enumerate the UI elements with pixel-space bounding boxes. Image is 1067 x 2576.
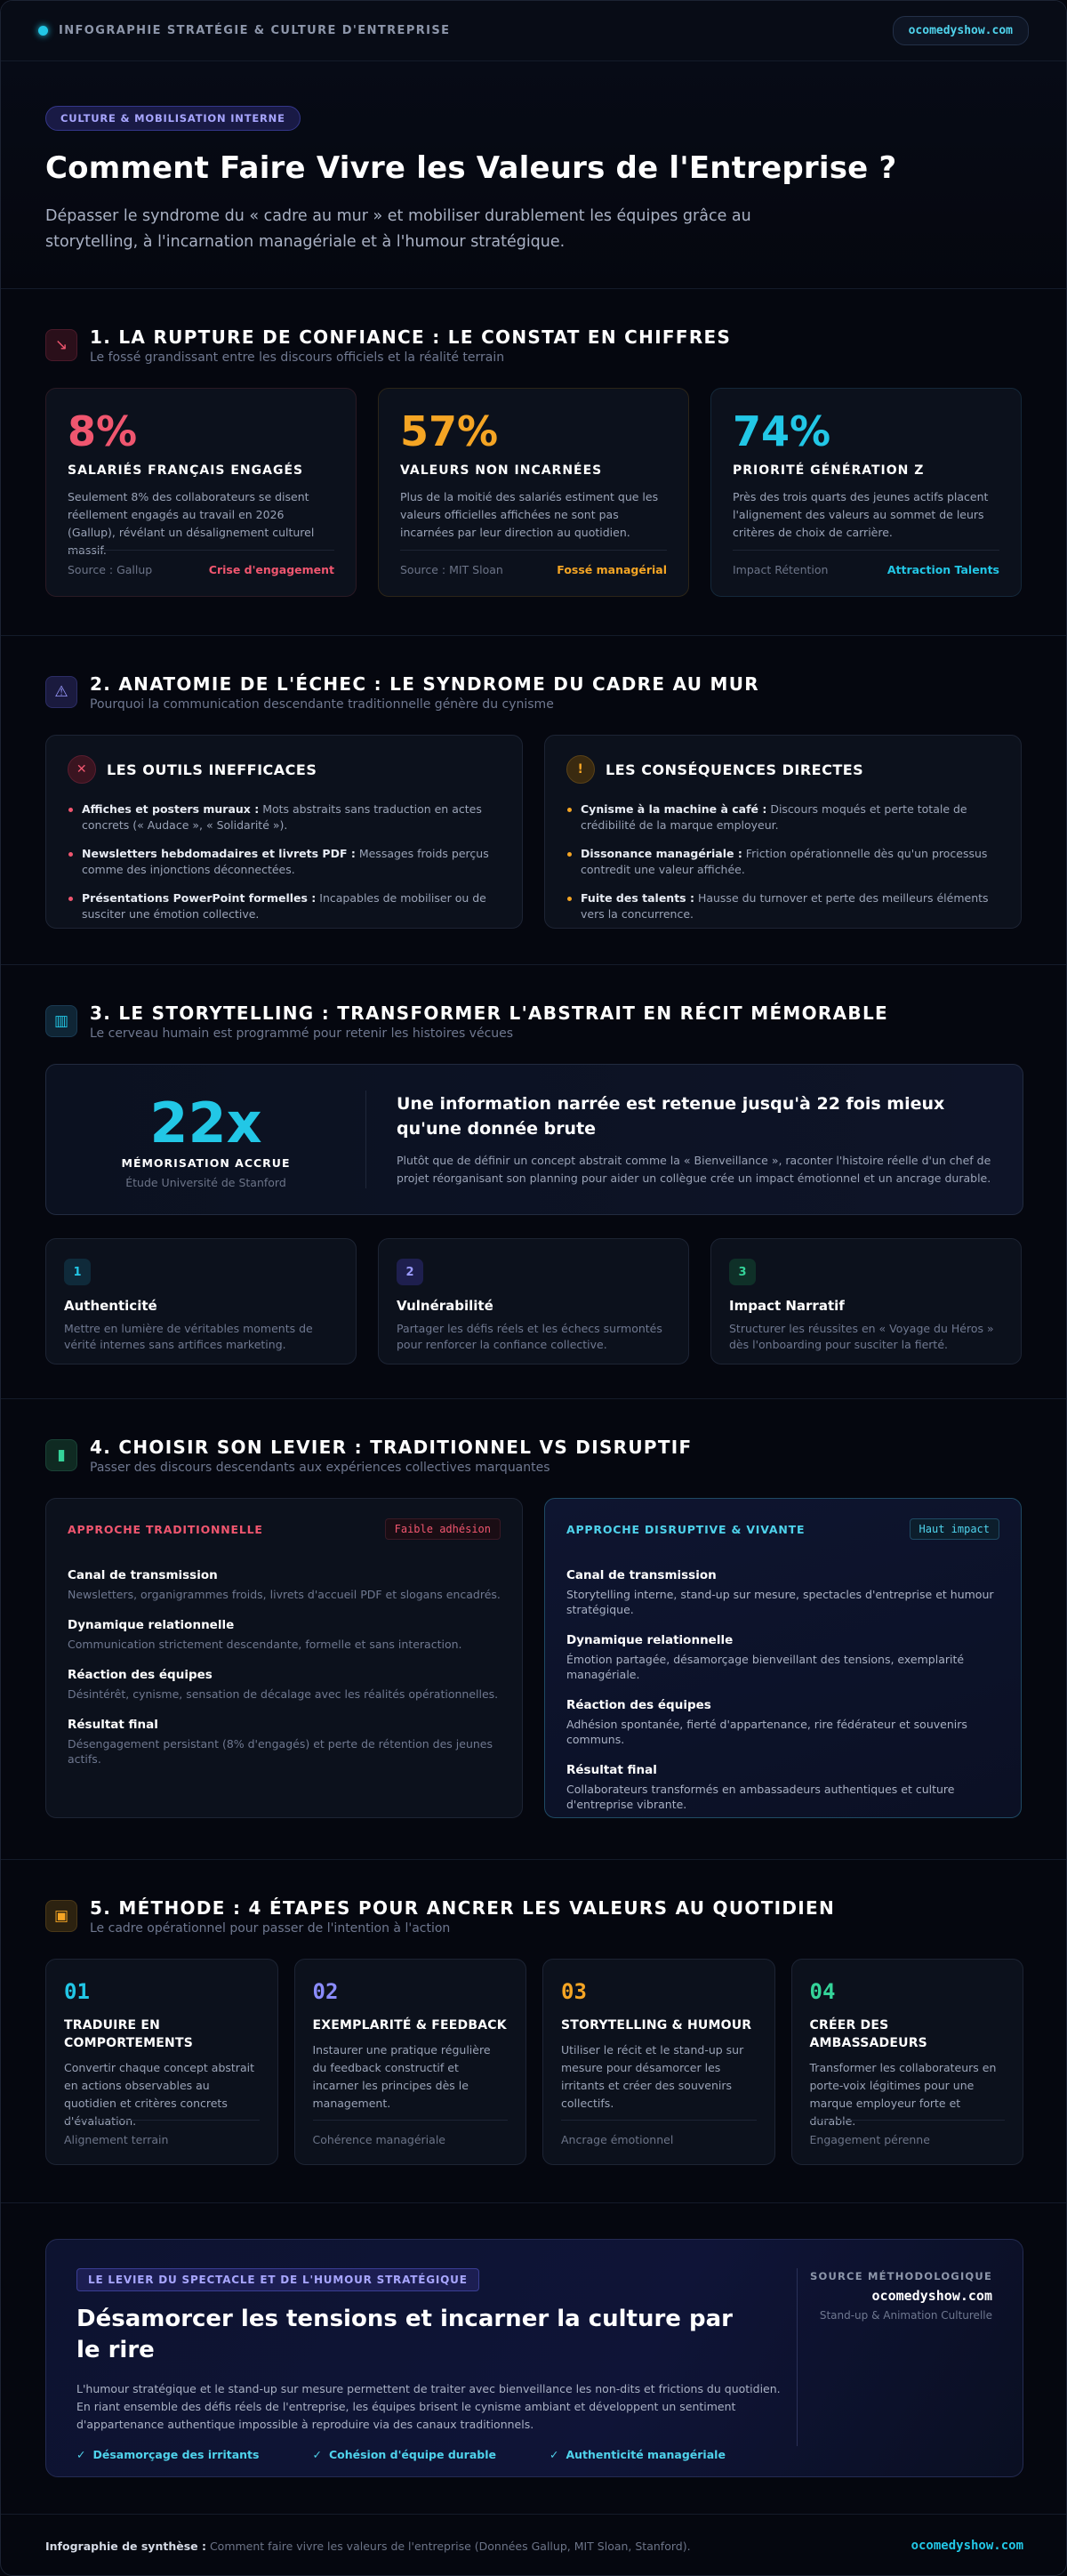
section-title: 1. LA RUPTURE DE CONFIANCE : LE CONSTAT EN CHIFFRES [90,326,732,348]
stat-label: VALEURS NON INCARNÉES [400,463,603,478]
step-title: CRÉER DES AMBASSADEURS [809,2018,927,2050]
disruptive-approach: APPROCHE DISRUPTIVE & VIVANTE Haut impact Canal de transmission Storytelling interne, stand-up sur mesure, spectacles d'entreprise et humour stratégique. Dynamique relationnelle Émotion partagée, désamorçage bienveillant des tensions, exemplarité managériale. Réaction des équipes Adhésion spontanée, fierté d'appartenance, rire fédérateur et souvenirs communs. Résultat final Collaborateurs transformés en ambassadeurs authentiques et culture d'entreprise vibrante. [544,1498,1022,1818]
stat-card-genz [710,388,1022,597]
check-item: ✓ Authenticité managériale [549,2448,726,2461]
pillar-text: Partager les défis réels et les échecs surmontés pour renforcer la confiance collective. [397,1322,662,1351]
step-footer: Engagement pérenne [810,2120,1006,2146]
section-methode [1,1860,1067,2203]
page-title: Comment Faire Vivre les Valeurs de l'Entreprise ? [45,150,897,186]
list-item: Affiches et posters muraux : Mots abstraits sans traduction en actes concrets (« Audace », « Solidarité »). [68,801,501,833]
storytelling-highlight [45,1064,1023,1215]
stat-description: Plus de la moitié des salariés estiment que les valeurs officielles affichées ne sont pas incarnées par leur direction au quotidien. [400,490,659,539]
methodology-source [797,2268,992,2446]
stat-card-values [378,388,689,597]
pillar-number: 3 [729,1259,756,1285]
box-title: LES CONSÉQUENCES DIRECTES [606,761,864,778]
footer [1,2515,1067,2576]
section-title: 3. LE STORYTELLING : TRANSFORMER L'ABSTRAIT EN RÉCIT MÉMORABLE [90,1002,888,1024]
pillar-card [45,1238,357,1364]
bar-chart-icon: ▮ [45,1439,77,1471]
storytelling-headline: Une information narrée est retenue jusqu'à 22 fois mieux qu'une donnée brute [397,1094,945,1139]
hero-tag: CULTURE & MOBILISATION INTERNE [45,106,301,131]
list-item: Présentations PowerPoint formelles : Incapables de mobiliser ou de susciter une émotion collective. [68,890,501,922]
hero-intro: Dépasser le syndrome du « cadre au mur » et mobiliser durablement les équipes grâce au storytelling, à l'incarnation managériale et à l'humour stratégique. [45,207,751,251]
consequences-box [544,735,1022,929]
section-subtitle: Pourquoi la communication descendante traditionnelle génère du cynisme [90,697,554,712]
stat-source: Source : MIT Sloan [400,563,503,576]
memorization-source: Étude Université de Stanford [125,1176,286,1189]
step-text: Convertir chaque concept abstrait en actions observables au quotidien et critères concrets d'évaluation. [64,2061,254,2128]
step-title: TRADUIRE EN COMPORTEMENTS [64,2018,193,2050]
lock-icon: ▣ [45,1900,77,1932]
section-highlight [1,2203,1067,2515]
step-footer: Ancrage émotionnel [561,2120,757,2146]
step-number: 02 [312,1979,339,2004]
approach-title: APPROCHE TRADITIONNELLE [68,1522,263,1536]
status-badge: Faible adhésion [385,1518,501,1540]
step-card [45,1959,278,2165]
step-card [542,1959,775,2165]
stat-value: 8% [68,407,138,455]
step-title: STORYTELLING & HUMOUR [561,2018,752,2033]
stat-label: SALARIÉS FRANÇAIS ENGAGÉS [68,463,304,478]
pillar-title: Impact Narratif [729,1298,845,1314]
step-footer: Cohérence managériale [313,2120,509,2146]
section-levier [1,1399,1067,1860]
stat-source: Source : Gallup [68,563,153,576]
hero [1,61,1066,289]
check-item: ✓ Cohésion d'équipe durable [312,2448,496,2461]
check-icon: ✓ [549,2448,559,2461]
step-text: Transformer les collaborateurs en porte-voix légitimes pour une marque employeur forte et durable. [809,2061,997,2128]
step-number: 04 [809,1979,836,2004]
pillar-title: Vulnérabilité [397,1298,493,1314]
status-badge: Haut impact [910,1518,999,1540]
stat-value: 74% [733,407,831,455]
stat-description: Seulement 8% des collaborateurs se disent réellement engagés au travail en 2026 (Gallup), révélant un désalignement culturel massif. [68,490,315,557]
list-item: Newsletters hebdomadaires et livrets PDF : Messages froids perçus comme des injonctions déconnectées. [68,846,501,878]
footer-site-link[interactable]: ocomedyshow.com [911,2539,1023,2553]
pillar-card [710,1238,1022,1364]
stat-label: PRIORITÉ GÉNÉRATION Z [733,463,925,478]
methodology-label: SOURCE MÉTHODOLOGIQUE [810,2270,992,2282]
stat-value: 57% [400,407,499,455]
pillar-title: Authenticité [64,1298,157,1314]
close-icon: ✕ [68,755,96,784]
stat-keyword: Attraction Talents [886,563,999,576]
step-number: 01 [64,1979,90,2004]
highlight-tag: LE LEVIER DU SPECTACLE ET DE L'HUMOUR STRATÉGIQUE [76,2268,479,2291]
section-anatomie [1,636,1067,965]
site-link[interactable]: ocomedyshow.com [893,16,1029,45]
stat-source: Impact Rétention [733,563,829,576]
tools-box [45,735,523,929]
check-item: ✓ Désamorçage des irritants [76,2448,260,2461]
step-number: 03 [561,1979,587,2004]
status-dot-icon [38,26,48,36]
pillar-number: 2 [397,1259,423,1285]
approach-title: APPROCHE DISRUPTIVE & VIVANTE [566,1522,806,1536]
section-constat [1,289,1067,636]
step-footer: Alignement terrain [64,2120,260,2146]
step-title: EXEMPLARITÉ & FEEDBACK [312,2018,507,2033]
brand [38,24,450,37]
pillar-number: 1 [64,1259,91,1285]
warning-icon: ⚠ [45,676,77,708]
check-icon: ✓ [76,2448,86,2461]
humour-highlight [45,2239,1023,2477]
highlight-text: L'humour stratégique et le stand-up sur mesure permettent de traiter avec bienveillance les non-dits et frictions du quotidien. En riant ensemble des défis réels de l'entreprise, les équipes brisent le cynisme ambiant et développent un sentiment d'appartenance authentique impossible à reproduire via des canaux traditionnels. [76,2382,781,2431]
highlight-title: Désamorcer les tensions et incarner la culture par le rire [76,2306,733,2363]
pillar-text: Mettre en lumière de véritables moments de vérité internes sans artifices marketing. [64,1322,313,1351]
step-card [791,1959,1024,2165]
section-subtitle: Le fossé grandissant entre les discours officiels et la réalité terrain [90,350,505,365]
check-icon: ✓ [312,2448,322,2461]
step-text: Instaurer une pratique régulière du feedback constructif et incarner les principes dès le management. [312,2043,491,2110]
methodology-subtitle: Stand-up & Animation Culturelle [819,2309,992,2322]
section-storytelling [1,965,1067,1399]
list-item: Dissonance managériale : Friction opérationnelle dès qu'un processus contredit une valeur affichée. [566,846,999,878]
traditional-approach: APPROCHE TRADITIONNELLE Faible adhésion Canal de transmission Newsletters, organigrammes froids, livrets d'accueil PDF et slogans encadrés. Dynamique relationnelle Communication strictement descendante, formelle et sans interaction. Réaction des équipes Désintérêt, cynisme, sensation de décalage avec les réalités opérationnelles. Résultat final Désengagement persistant (8% d'engagés) et perte de rétention des jeunes actifs. [45,1498,523,1818]
pillar-card [378,1238,689,1364]
stat-card-engagement [45,388,357,597]
stat-keyword: Fossé managérial [557,563,667,576]
memorization-value: 22x [149,1091,262,1155]
section-subtitle: Le cadre opérationnel pour passer de l'intention à l'action [90,1921,451,1936]
section-title: 2. ANATOMIE DE L'ÉCHEC : LE SYNDROME DU CADRE AU MUR [90,673,759,695]
footer-caption: Infographie de synthèse : Comment faire vivre les valeurs de l'entreprise (Données Gallup, MIT Sloan, Stanford). [45,2539,691,2553]
step-text: Utiliser le récit et le stand-up sur mesure pour désamorcer les irritants et créer des souvenirs collectifs. [561,2043,744,2110]
storytelling-text: Plutôt que de définir un concept abstrait comme la « Bienveillance », raconter l'histoire réelle d'un chef de projet réorganisant son planning pour aider un collègue crée un impact émotionnel et un ancrage durable. [397,1154,991,1185]
step-card [294,1959,527,2165]
book-icon: ▥ [45,1005,77,1037]
top-bar [1,1,1066,61]
memorization-label: MÉMORISATION ACCRUE [121,1156,291,1170]
section-subtitle: Passer des discours descendants aux expériences collectives marquantes [90,1461,550,1475]
section-title: 4. CHOISIR SON LEVIER : TRADITIONNEL VS DISRUPTIF [90,1437,693,1458]
pillar-text: Structurer les réussites en « Voyage du Héros » dès l'onboarding pour susciter la fierté. [729,1322,994,1351]
trend-down-icon: ↘ [45,329,77,361]
brand-label: INFOGRAPHIE STRATÉGIE & CULTURE D'ENTREPRISE [59,24,451,37]
stat-description: Près des trois quarts des jeunes actifs placent l'alignement des valeurs au sommet de leurs critères de choix de carrière. [733,490,989,539]
section-subtitle: Le cerveau humain est programmé pour retenir les histoires vécues [90,1026,514,1041]
alert-icon: ! [566,755,595,784]
methodology-site[interactable]: ocomedyshow.com [871,2288,992,2304]
section-title: 5. MÉTHODE : 4 ÉTAPES POUR ANCRER LES VALEURS AU QUOTIDIEN [90,1897,836,1919]
box-title: LES OUTILS INEFFICACES [107,761,317,778]
stat-keyword: Crise d'engagement [208,563,334,576]
list-item: Cynisme à la machine à café : Discours moqués et perte totale de crédibilité de la marque employeur. [566,801,999,833]
list-item: Fuite des talents : Hausse du turnover et perte des meilleurs éléments vers la concurrence. [566,890,999,922]
